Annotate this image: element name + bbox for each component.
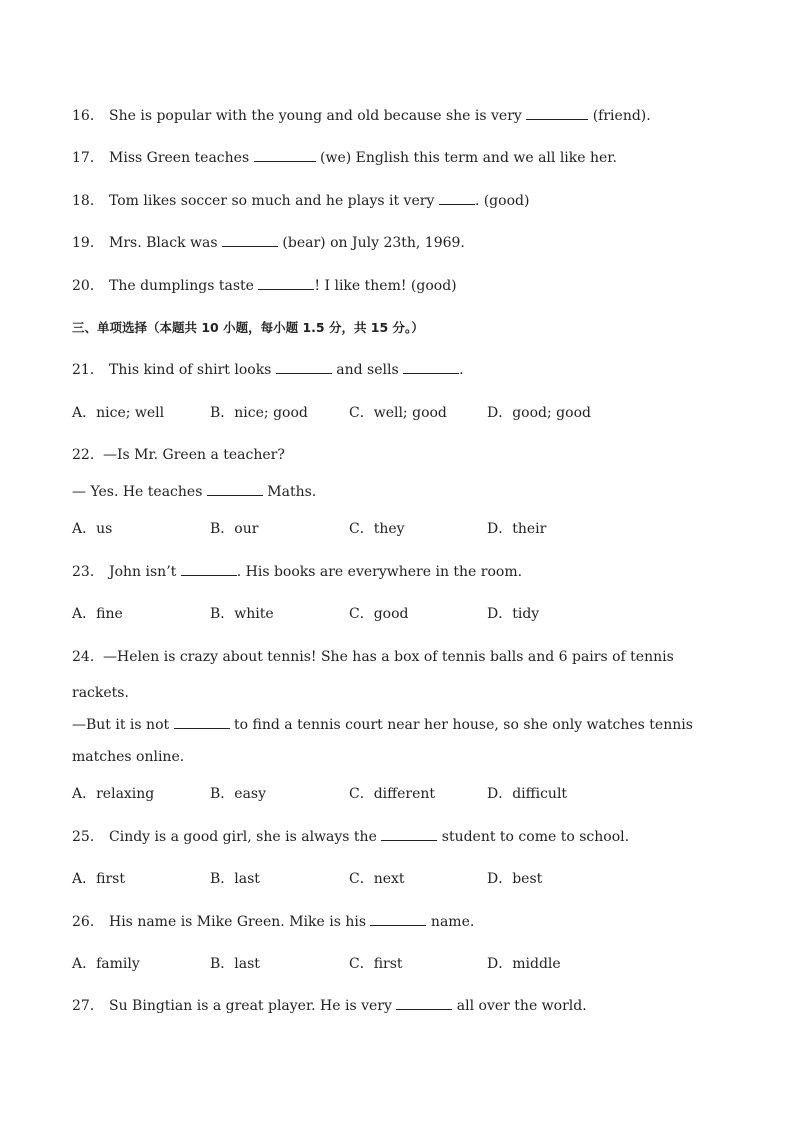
- question-number: 27．: [72, 998, 104, 1014]
- question-number: 17．: [72, 150, 104, 166]
- question-text-start: —But it is not: [72, 717, 174, 733]
- question-text: —Is Mr. Green a teacher?: [103, 447, 285, 463]
- question-text-end: (bear) on July 23th, 1969.: [277, 235, 465, 251]
- question-25: [72, 828, 629, 846]
- question-text-start: She is popular with the young and old because she is very: [109, 108, 527, 124]
- question-number: 20．: [72, 278, 104, 294]
- answer-blank[interactable]: [258, 277, 314, 290]
- option-c[interactable]: C．different: [349, 786, 436, 802]
- question-text-end: to find a tennis court near her house, so she only watches tennis: [229, 717, 693, 733]
- option-b[interactable]: B．nice; good: [210, 405, 308, 421]
- option-c[interactable]: C．they: [349, 521, 405, 537]
- question-text-end: name.: [426, 914, 475, 930]
- question-23: [72, 563, 522, 581]
- question-text-end: . His books are everywhere in the room.: [236, 564, 523, 580]
- question-number: 26．: [72, 914, 104, 930]
- question-22: [72, 446, 285, 464]
- option-c[interactable]: C．next: [349, 871, 405, 887]
- question-text-start: Mrs. Black was: [109, 235, 222, 251]
- answer-blank-1[interactable]: [276, 361, 332, 374]
- section-heading: 三、单项选择（本题共 10 小题，每小题 1.5 分，共 15 分。）: [72, 320, 424, 335]
- question-18: [72, 192, 529, 210]
- answer-blank[interactable]: [222, 234, 278, 247]
- option-a[interactable]: A．family: [72, 956, 140, 972]
- answer-blank[interactable]: [370, 913, 426, 926]
- option-a[interactable]: A．first: [72, 871, 125, 887]
- option-c[interactable]: C．good: [349, 606, 409, 622]
- question-text-start: — Yes. He teaches: [72, 484, 207, 500]
- answer-blank[interactable]: [381, 828, 437, 841]
- question-number: 18．: [72, 193, 104, 209]
- option-a[interactable]: A．nice; well: [72, 405, 165, 421]
- question-text-start: Miss Green teaches: [109, 150, 254, 166]
- question-number: 22．: [72, 447, 104, 463]
- option-d[interactable]: D．best: [487, 871, 543, 887]
- question-text: —Helen is crazy about tennis! She has a box of tennis balls and 6 pairs of tennis: [103, 649, 674, 665]
- question-text-start: Su Bingtian is a great player. He is very: [109, 998, 397, 1014]
- option-d[interactable]: D．good; good: [487, 405, 591, 421]
- question-19: [72, 234, 465, 252]
- question-text-end: student to come to school.: [437, 829, 630, 845]
- question-27: [72, 997, 587, 1015]
- question-17: [72, 149, 617, 167]
- option-a[interactable]: A．relaxing: [72, 786, 155, 802]
- question-text-start: Tom likes soccer so much and he plays it very: [109, 193, 439, 209]
- question-number: 23．: [72, 564, 104, 580]
- question-number: 25．: [72, 829, 104, 845]
- answer-blank[interactable]: [396, 997, 452, 1010]
- question-24: [72, 648, 674, 666]
- question-text-start: His name is Mike Green. Mike is his: [109, 914, 371, 930]
- question-text-middle: and sells: [331, 362, 404, 378]
- question-26: [72, 913, 474, 931]
- question-text-end: ! I like them! (good): [314, 278, 457, 294]
- question-text-end: all over the world.: [452, 998, 587, 1014]
- question-text-end: (we) English this term and we all like her.: [315, 150, 617, 166]
- option-b[interactable]: B．last: [210, 871, 260, 887]
- question-number: 16．: [72, 108, 104, 124]
- question-22-reply: [72, 483, 316, 501]
- question-text-start: Cindy is a good girl, she is always the: [109, 829, 382, 845]
- answer-blank[interactable]: [207, 483, 263, 496]
- answer-blank[interactable]: [174, 716, 230, 729]
- answer-blank[interactable]: [439, 192, 475, 205]
- option-a[interactable]: A．fine: [72, 606, 123, 622]
- question-text-end: . (good): [474, 193, 530, 209]
- question-20: [72, 277, 457, 295]
- question-text-start: John isn’t: [109, 564, 181, 580]
- option-c[interactable]: C．first: [349, 956, 403, 972]
- question-text-start: The dumplings taste: [109, 278, 259, 294]
- option-b[interactable]: B．our: [210, 521, 259, 537]
- option-a[interactable]: A．us: [72, 521, 113, 537]
- option-b[interactable]: B．last: [210, 956, 260, 972]
- question-text-start: This kind of shirt looks: [109, 362, 276, 378]
- question-21: [72, 361, 464, 379]
- answer-blank[interactable]: [181, 563, 237, 576]
- question-text-end: (friend).: [588, 108, 651, 124]
- question-number: 21．: [72, 362, 104, 378]
- question-text-end: .: [459, 362, 464, 378]
- question-24-reply-continued: matches online.: [72, 749, 185, 765]
- answer-blank[interactable]: [526, 107, 588, 120]
- option-d[interactable]: D．their: [487, 521, 547, 537]
- option-c[interactable]: C．well; good: [349, 405, 447, 421]
- question-number: 19．: [72, 235, 104, 251]
- question-16: [72, 107, 651, 125]
- question-24-continued: rackets.: [72, 685, 129, 701]
- question-number: 24．: [72, 649, 104, 665]
- option-b[interactable]: B．easy: [210, 786, 267, 802]
- option-d[interactable]: D．middle: [487, 956, 561, 972]
- answer-blank[interactable]: [254, 149, 316, 162]
- question-text-end: Maths.: [262, 484, 317, 500]
- option-d[interactable]: D．tidy: [487, 606, 540, 622]
- answer-blank-2[interactable]: [403, 361, 459, 374]
- option-d[interactable]: D．difficult: [487, 786, 568, 802]
- option-b[interactable]: B．white: [210, 606, 274, 622]
- question-24-reply: [72, 716, 693, 734]
